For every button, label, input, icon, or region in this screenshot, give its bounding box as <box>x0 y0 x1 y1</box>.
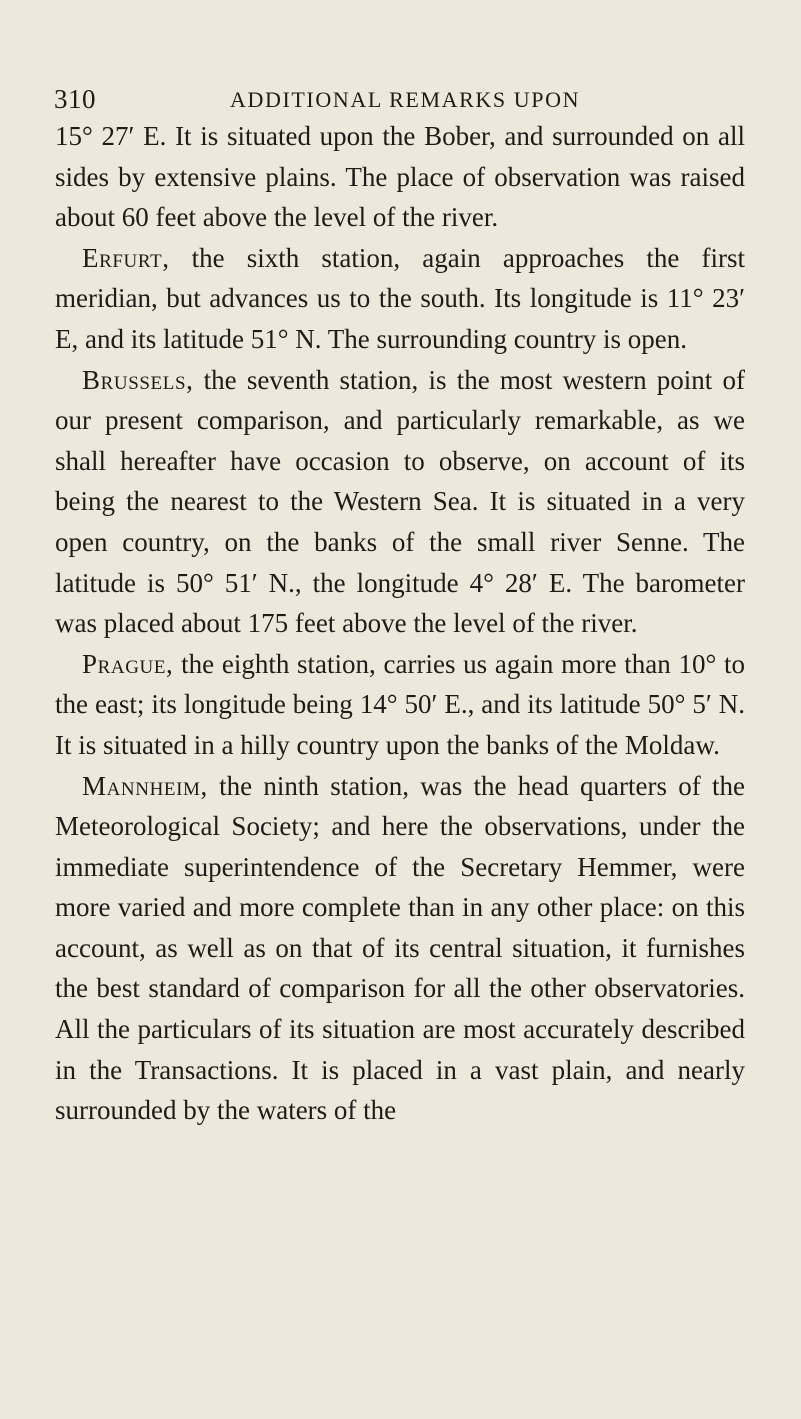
paragraph-text: the seventh station, is the most western point of our present comparison, and particularly remarkable, as we shall hereafter have occasion to observe, on account of its being the nearest to the Western Sea. It is situated in a very open country, on the banks of the small river Senne. The latitude is 50° 51′ N., the longitude 4° 28′ E. The barometer was placed about 175 feet above the level of the river. <box>55 364 745 639</box>
body-text <box>55 116 745 1131</box>
paragraph-bober-continuation <box>55 116 745 238</box>
paragraph-text: 15° 27′ E. It is situated upon the Bober, and surrounded on all sides by extensive plains. The place of observation was raised about 60 feet above the level of the river. <box>55 121 745 233</box>
paragraph-erfurt <box>55 238 745 360</box>
paragraph-mannheim <box>55 766 745 1131</box>
station-name-erfurt: Erfurt, <box>82 242 170 273</box>
paragraph-brussels <box>55 360 745 644</box>
running-head: ADDITIONAL REMARKS UPON <box>230 87 581 112</box>
paragraph-prague <box>55 644 745 766</box>
paragraph-text: the ninth station, was the head quarters of the Meteorological Society; and here the observations, under the immediate superintendence of the Secretary Hemmer, were more varied and more complete than in any other place: on this account, as well as on that of its central situation, it furnishes the best standard of comparison for all the other observatories. All the particulars of its situation are most accurately described in the Transactions. It is placed in a vast plain, and nearly surrounded by the waters of the <box>55 770 745 1126</box>
page-number: 310 <box>54 84 96 114</box>
paragraph-text: the eighth station, carries us again more than 10° to the east; its longitude being 14° 50′ E., and its latitude 50° 5′ N. It is situated in a hilly country upon the banks of the Moldaw. <box>55 648 745 760</box>
station-name-mannheim: Mannheim, <box>82 770 208 801</box>
paragraph-text: the sixth station, again approaches the first meridian, but advances us to the south. Its longitude is 11° 23′ E, and its latitude 51° N. The surrounding country is open. <box>55 242 745 354</box>
station-name-brussels: Brussels, <box>82 364 194 395</box>
station-name-prague: Prague, <box>82 648 174 679</box>
